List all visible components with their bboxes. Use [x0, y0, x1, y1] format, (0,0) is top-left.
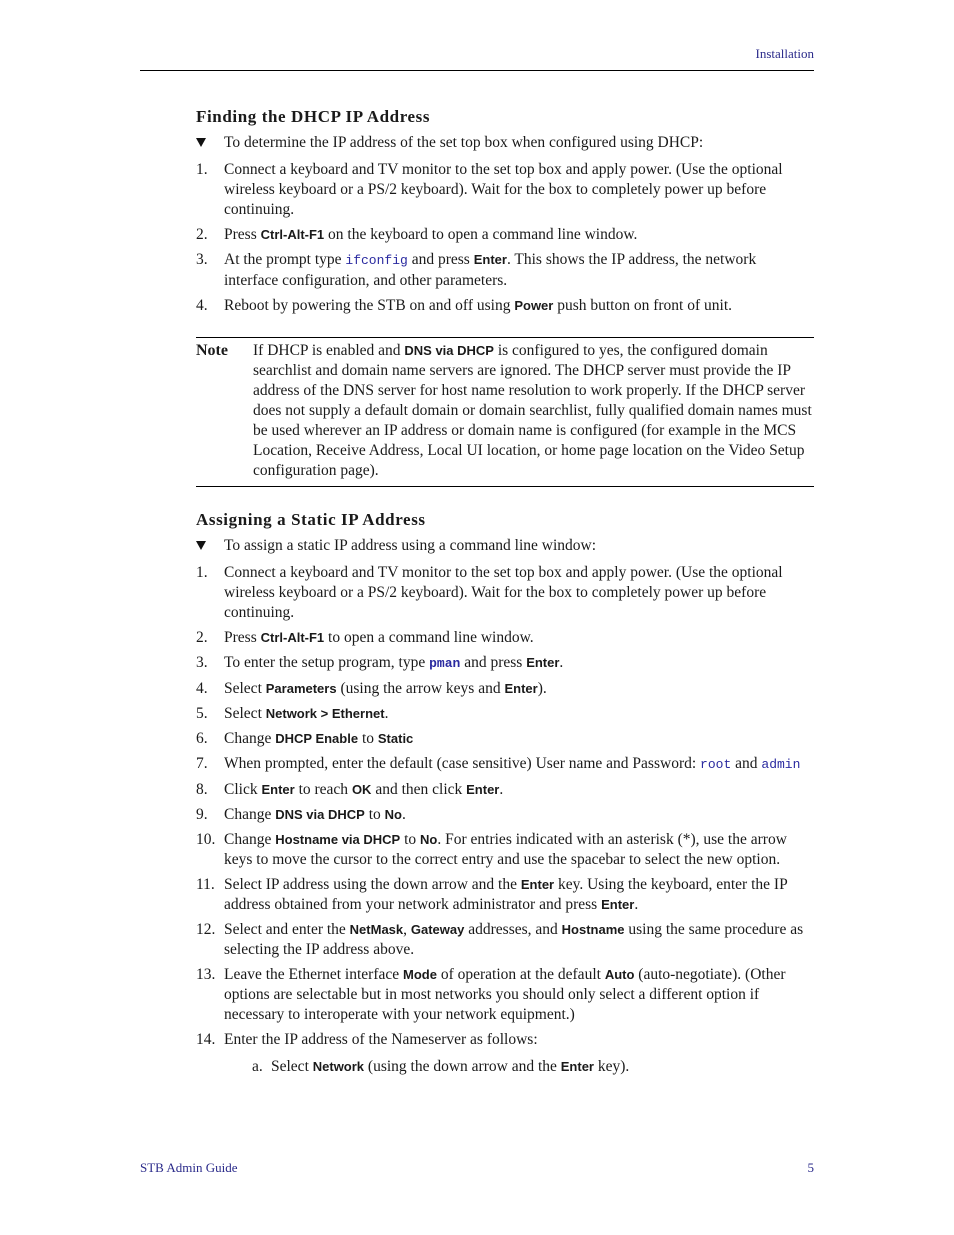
list-item: 9. Change DNS via DHCP to No. — [196, 806, 406, 823]
list-item: 4. Reboot by powering the STB on and off using Power push button on front of unit. — [196, 297, 733, 314]
list-item: 6. Change DHCP Enable to Static — [196, 730, 414, 747]
page-content — [196, 107, 814, 1082]
list-item: 3. At the prompt type ifconfig and press Enter. This shows the IP address, the network interface configuration, and other parameters. — [196, 251, 757, 289]
running-header: Installation — [755, 46, 814, 61]
list-item: 8. Click Enter to reach OK and then click Enter. — [196, 781, 504, 798]
triangle-bullet-icon — [196, 541, 206, 550]
procedure-intro: To assign a static IP address using a command line window: — [196, 536, 814, 556]
list-item: 1. Connect a keyboard and TV monitor to the set top box and apply power. (Use the optional wireless keyboard or a PS/2 keyboard). Wait for the box to completely power up before continuing. — [196, 564, 783, 621]
list-item: 3. To enter the setup program, type pman and press Enter. — [196, 654, 564, 671]
list-item: 2. Press Ctrl-Alt-F1 to open a command line window. — [196, 629, 534, 646]
list-item: 7. When prompted, enter the default (case sensitive) User name and Password: root and admin — [196, 755, 801, 772]
list-item: 4. Select Parameters (using the arrow keys and Enter). — [196, 680, 547, 697]
list-item: 5. Select Network > Ethernet. — [196, 705, 389, 722]
header-rule — [140, 70, 814, 71]
note-text: If DHCP is enabled and DNS via DHCP is configured to yes, the configured domain searchlist and domain name servers are ignored. The DHCP server must provide the IP address of the DNS server for host name resolution to work properly. If the DHCP server does not supply a default domain or domain searchlist, fully qualified domain names must be used wherever an IP address or domain name is configured (for example in the MCS Location, Receive Address, Local UI location, or home page location on the Video Setup configuration page). — [253, 342, 812, 479]
page-number: 5 — [807, 1160, 814, 1175]
sub-step: a. Select Network (using the down arrow and the Enter key). — [252, 1058, 630, 1075]
note-box — [196, 337, 814, 487]
list-item: 14. Enter the IP address of the Nameserver as follows: a. Select Network (using the down arrow and the Enter key). — [196, 1030, 814, 1077]
section-title-static: Assigning a Static IP Address — [196, 510, 426, 529]
procedure-intro: To determine the IP address of the set top box when configured using DHCP: — [196, 133, 814, 153]
list-item: 2. Press Ctrl-Alt-F1 on the keyboard to open a command line window. — [196, 226, 638, 243]
list-item: 11. Select IP address using the down arrow and the Enter key. Using the keyboard, enter the IP address obtained from your network administrator and press Enter. — [196, 876, 788, 913]
list-item: 1. Connect a keyboard and TV monitor to the set top box and apply power. (Use the optional wireless keyboard or a PS/2 keyboard). Wait for the box to completely power up before continuing. — [196, 161, 783, 218]
list-item: 10. Change Hostname via DHCP to No. For entries indicated with an asterisk (*), use the arrow keys to move the cursor to the correct entry and use the spacebar to select the new option. — [196, 831, 787, 868]
list-item: 12. Select and enter the NetMask, Gateway addresses, and Hostname using the same procedure as selecting the IP address above. — [196, 921, 804, 958]
list-item: 13. Leave the Ethernet interface Mode of operation at the default Auto (auto-negotiate). (Other options are selectable but in most networks you should only select a different option if necessary to interoperate with your network equipment.) — [196, 966, 786, 1023]
dhcp-steps — [196, 160, 814, 316]
static-ip-steps — [196, 563, 814, 1077]
section-title-dhcp: Finding the DHCP IP Address — [196, 107, 431, 126]
footer-guide-title: STB Admin Guide — [140, 1160, 238, 1175]
triangle-bullet-icon — [196, 138, 206, 147]
note-label: Note — [196, 342, 228, 359]
